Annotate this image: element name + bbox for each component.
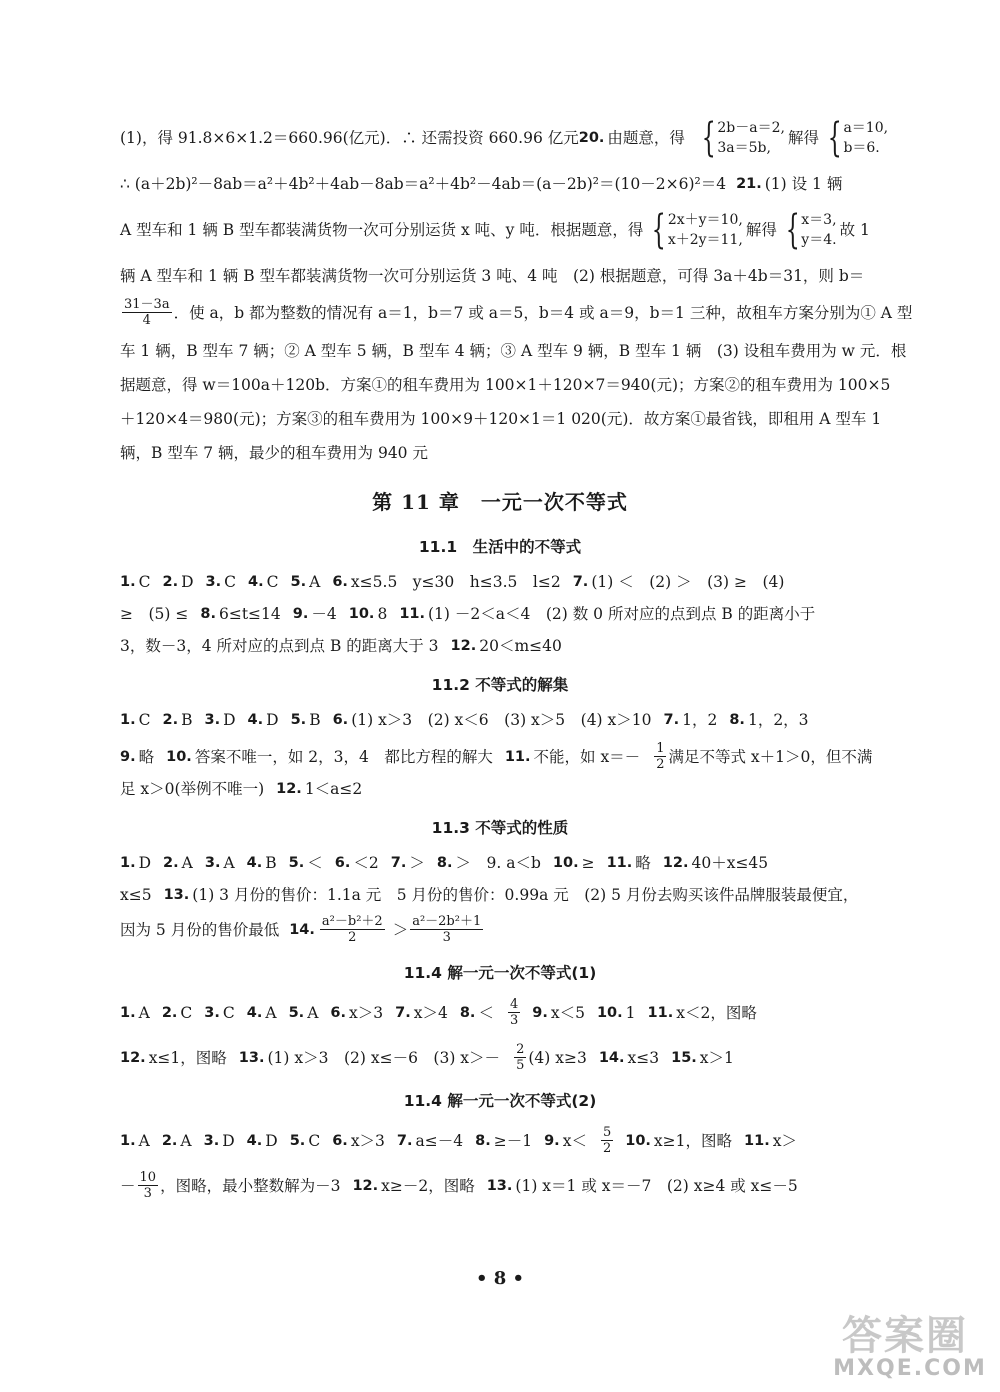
question-number: 7.: [572, 574, 589, 590]
question-number: 8.: [200, 606, 216, 622]
question-number: 7.: [663, 712, 680, 728]
section-title: 11.1 生活中的不等式: [418, 538, 582, 556]
answer-text: ≥: [581, 854, 595, 872]
answers-line: 因为 5 月份的售价最低 14. $\frac{\text{a²－b²＋2}}{2}$ ＞ $\frac{\text{a²－2b²＋1}}{3}$: [120, 914, 482, 945]
answer-text: 3，数－3，4 所对应的点到点 B 的距离大于 3: [120, 637, 439, 655]
text: (1)，得 91.8×6×1.2＝660.96(亿元)．∴ 还需投资 660.96 亿元: [120, 129, 579, 147]
answer-text: x≤1，图略: [148, 1048, 227, 1067]
question-number: 13.: [238, 1049, 265, 1066]
fraction: $\frac{\text{a²－2b²＋1}}{3}$: [412, 914, 482, 945]
question-number: 1.: [120, 574, 136, 590]
fraction: $\frac{10}{3}$: [139, 1170, 157, 1201]
question-number: 5.: [290, 574, 307, 590]
top-line-1: [120, 115, 889, 161]
answers-line: [120, 852, 880, 874]
question-number: 6.: [330, 1004, 347, 1021]
question-number: 2.: [161, 1004, 178, 1021]
answer-text: ≥－1: [493, 1131, 533, 1150]
answer-text: B: [265, 854, 277, 872]
question-number: 21.: [736, 176, 762, 192]
answers-line: [120, 709, 880, 731]
page-number: • 8 •: [475, 1268, 525, 1289]
answer-text: (1) －2＜a＜4 (2) 数 0 所对应的点到点 B 的距离小于: [428, 605, 816, 623]
question-number: 12.: [352, 1177, 379, 1194]
answer-text: x＜: [562, 1131, 587, 1150]
answer-text: x≤3: [627, 1048, 660, 1067]
question-number: 14.: [289, 921, 315, 938]
question-number: 1.: [120, 1004, 136, 1021]
question-number: 5.: [289, 1132, 306, 1149]
question-number: 2.: [162, 712, 179, 728]
answer-text: 答案不唯一，如 2，3，4 都比方程的解大: [194, 747, 493, 766]
fraction: $\frac{1}{2}$: [656, 741, 665, 772]
question-number: 4.: [246, 1132, 263, 1149]
question-number: 6.: [332, 1132, 348, 1149]
text: 解得: [787, 129, 819, 147]
fraction: $\frac{2}{5}$: [516, 1042, 525, 1073]
answer-text: A: [138, 1131, 150, 1150]
top-line-2: [120, 173, 880, 195]
watermark-url: MXQE.COM: [833, 1356, 987, 1381]
question-number: 4.: [246, 855, 263, 871]
answer-text: C: [308, 1131, 321, 1150]
question-number: 11.: [399, 606, 425, 622]
fraction: $\frac{31-3a}{4}$: [124, 297, 170, 328]
answer-text: C: [224, 573, 237, 591]
answer-text: C: [222, 1003, 235, 1022]
answer-page: [120, 115, 913, 1201]
equation-system: { x＝3, y＝4.: [785, 207, 837, 253]
answer-text: B: [181, 711, 193, 729]
text: A 型车和 1 辆 B 型车都装满货物一次可分别运货 x 吨、y 吨．根据题意，得: [120, 221, 644, 239]
answer-text: ＞: [409, 854, 425, 872]
answers-line: [120, 1125, 880, 1156]
question-number: 3.: [205, 574, 222, 590]
answer-text: x＞4: [413, 1003, 448, 1022]
answer-text: D: [181, 573, 194, 591]
answer-text: 足 x＞0(举例不唯一): [120, 780, 265, 798]
question-number: 1.: [120, 1132, 136, 1149]
watermark-logo: 答案圈: [842, 1313, 968, 1359]
answer-text: A: [181, 854, 193, 872]
answer-text: (1) x＝1 或 x＝－7 (2) x≥4 或 x≤－5: [515, 1176, 798, 1195]
question-number: 6.: [332, 574, 348, 590]
answer-text: 1: [625, 1003, 636, 1022]
question-number: 7.: [390, 855, 407, 871]
question-number: 4.: [247, 712, 264, 728]
answers-line: [120, 603, 880, 625]
question-number: 10.: [596, 1004, 623, 1021]
fraction: $\frac{4}{3}$: [509, 997, 519, 1028]
answer-text: D: [265, 1131, 278, 1150]
answer-text: a≤－4: [415, 1131, 464, 1150]
text: (1) 设 1 辆: [764, 175, 843, 193]
answers-line: [120, 884, 880, 906]
answer-text: x≥－2，图略: [381, 1176, 475, 1195]
answer-text: C: [138, 711, 151, 729]
question-number: 12.: [120, 1049, 146, 1066]
question-number: 3.: [204, 1004, 220, 1021]
question-number: 11.: [504, 748, 531, 765]
answer-text: x＞: [772, 1131, 797, 1150]
answer-text: x＜2，图略: [676, 1003, 757, 1022]
text: 由题意，得: [607, 129, 685, 147]
answer-text: A: [265, 1003, 277, 1022]
answer-text: x＜5: [550, 1003, 585, 1022]
question-number: 7.: [395, 1004, 411, 1021]
question-number: 11.: [606, 855, 633, 871]
answer-text: D: [222, 1131, 235, 1150]
text: 故 1: [839, 221, 870, 239]
answer-text: (1) x＞3 (2) x＜6 (3) x＞5 (4) x＞10: [351, 711, 652, 729]
answer-text: A: [138, 1003, 150, 1022]
top-line-5: $\frac{31-3a}{4}$ ．使 a，b 都为整数的情况有 a＝1，b＝7 或 a＝5，b＝4 或 a＝9，b＝1 三种，故租车方案分别为① A 型: [124, 297, 913, 328]
answer-text: 略: [635, 854, 651, 872]
question-number: 8.: [459, 1004, 476, 1021]
question-number: 9.: [532, 1004, 548, 1021]
fraction: $\frac{5}{2}$: [602, 1125, 612, 1156]
question-number: 5.: [290, 712, 307, 728]
top-line-9: 辆，B 型车 7 辆，最少的租车费用为 940 元: [120, 444, 428, 462]
top-line-3: [120, 207, 880, 253]
section-title: 11.2 不等式的解集: [431, 676, 569, 694]
equation-system: { a＝10, b＝6.: [827, 115, 889, 161]
answer-text: x＞1: [699, 1048, 734, 1067]
text: ∴ (a＋2b)²－8ab＝a²＋4b²＋4ab－8ab＝a²＋4b²－4ab＝(a－2b)²＝(10－2×6)²＝4: [120, 175, 727, 193]
answer-text: (4) x≥3: [528, 1048, 587, 1067]
question-number: 8.: [475, 1132, 491, 1149]
answer-text: A: [223, 854, 235, 872]
answer-text: x≤5.5 y≤30 h≤3.5 l≤2: [350, 573, 561, 591]
question-number: 1.: [120, 712, 136, 728]
section-title: 11.3 不等式的性质: [431, 819, 569, 837]
answer-text: x≤5: [120, 886, 152, 904]
question-number: 2.: [161, 1132, 178, 1149]
answer-text: D: [266, 711, 279, 729]
question-number: 10.: [348, 606, 375, 622]
answer-text: 1＜a≤2: [304, 780, 363, 798]
answer-text: x≥1，图略: [653, 1131, 733, 1150]
question-number: 5.: [288, 855, 305, 871]
top-line-6: 车 1 辆，B 型车 7 辆；② A 型车 5 辆，B 型车 4 辆；③ A 型车 9 辆，B 型车 1 辆 (3) 设租车费用为 w 元．根: [120, 342, 907, 360]
question-number: 1.: [120, 855, 136, 871]
question-number: 10.: [625, 1132, 651, 1149]
equation-system: { 2x＋y＝10, x＋2y＝11,: [652, 207, 743, 253]
question-number: 6.: [334, 855, 351, 871]
question-number: 2.: [162, 574, 179, 590]
question-number: 9.: [120, 748, 136, 765]
question-number: 12.: [662, 855, 689, 871]
question-number: 11.: [744, 1132, 770, 1149]
text: 解得: [745, 221, 777, 239]
top-line-7: 据题意，得 w＝100a＋120b．方案①的租车费用为 100×1＋120×7＝940(元)；方案②的租车费用为 100×5: [120, 376, 891, 394]
answers-line: 9. 略 10. 答案不唯一，如 2，3，4 都比方程的解大 11. 不能，如 x＝－ $\frac{1}{2}$ 满足不等式 x＋1＞0，但不满: [120, 741, 873, 772]
answer-text: 6≤t≤14: [218, 605, 281, 623]
question-number: 14.: [598, 1049, 625, 1066]
answer-text: 1，2: [682, 711, 718, 729]
question-number: 13.: [486, 1177, 513, 1194]
answer-text: (1) 3 月份的售价：1.1a 元 5 月份的售价：0.99a 元 (2) 5 月份去购买该件品牌服装最便宜，: [192, 886, 859, 904]
answers-line: － $\frac{10}{3}$ ，图略，最小整数解为－3 12. x≥－2，图略 13. (1) x＝1 或 x＝－7 (2) x≥4 或 x≤－5: [120, 1170, 798, 1201]
answers-line: [120, 1042, 880, 1073]
answer-text: D: [138, 854, 152, 872]
answer-text: ＜2: [353, 854, 379, 872]
question-number: 9.: [292, 606, 309, 622]
question-number: 4.: [246, 1004, 263, 1021]
question-number: 12.: [450, 638, 477, 654]
answer-text: D: [223, 711, 236, 729]
answer-text: 40＋x≤45: [691, 854, 769, 872]
answer-text: C: [266, 573, 279, 591]
answer-text: 1，2，3: [747, 711, 809, 729]
answer-text: 20＜m≤40: [479, 637, 562, 655]
answer-text: B: [309, 711, 321, 729]
answer-text: C: [180, 1003, 193, 1022]
question-number: 8.: [729, 712, 745, 728]
answer-text: ≥ (5) ≤: [120, 605, 189, 623]
question-number: 10.: [166, 748, 192, 765]
question-number: 7.: [396, 1132, 413, 1149]
top-line-8: ＋120×4＝980(元)；方案③的租车费用为 100×9＋120×1＝1 020(元)．故方案①最省钱，即租用 A 型车 1: [120, 410, 882, 428]
answer-text: (1) x＞3 (2) x≤－6 (3) x＞－: [267, 1048, 501, 1067]
question-number: 4.: [248, 574, 264, 590]
top-line-4: 辆 A 型车和 1 辆 B 型车都装满货物一次可分别运货 3 吨、4 吨 (2) 根据题意，可得 3a＋4b＝31，则 b＝: [120, 267, 865, 285]
answer-text: A: [309, 573, 321, 591]
question-number: 13.: [163, 887, 190, 903]
fraction: $\frac{\text{a²－b²＋2}}{2}$: [321, 914, 383, 945]
question-number: 9.: [544, 1132, 560, 1149]
answer-text: (1) ＜ (2) ＞ (3) ≥ (4): [591, 573, 785, 591]
answer-text: 略: [138, 747, 155, 766]
question-number: 11.: [647, 1004, 674, 1021]
answer-text: A: [180, 1131, 192, 1150]
answer-text: C: [138, 573, 151, 591]
question-number: 3.: [204, 712, 221, 728]
equation-system: { 2b－a＝2, 3a＝5b,: [701, 115, 785, 161]
answer-text: ＜: [307, 854, 323, 872]
question-number: 8.: [436, 855, 453, 871]
answer-text: 8: [377, 605, 388, 623]
answer-text: A: [307, 1003, 319, 1022]
question-number: 15.: [671, 1049, 697, 1066]
answer-text: x＞3: [349, 1003, 384, 1022]
answers-line: [120, 997, 880, 1028]
answer-text: ＜: [478, 1003, 494, 1022]
answers-line: [120, 778, 880, 800]
question-number: 5.: [288, 1004, 305, 1021]
question-number: 12.: [276, 781, 302, 797]
answer-text: －4: [311, 605, 337, 623]
question-number: 10.: [552, 855, 579, 871]
question-number: 3.: [203, 1132, 220, 1149]
answer-text: x＞3: [350, 1131, 385, 1150]
question-number: 6.: [332, 712, 349, 728]
section-title: 11.4 解一元一次不等式(2): [403, 1092, 597, 1110]
answers-line: [120, 635, 880, 657]
section-title: 11.4 解一元一次不等式(1): [403, 964, 597, 982]
question-number: 2.: [163, 855, 179, 871]
question-number: 20.: [578, 130, 605, 146]
chapter-title: 第 11 章 一元一次不等式: [372, 490, 628, 514]
answer-text: 不能，如 x＝－: [533, 747, 641, 766]
answer-text: ，图略，最小整数解为－3: [160, 1176, 341, 1195]
answers-line: [120, 571, 880, 593]
answer-text: ＞ 9. a＜b: [455, 854, 541, 872]
question-number: 3.: [204, 855, 221, 871]
